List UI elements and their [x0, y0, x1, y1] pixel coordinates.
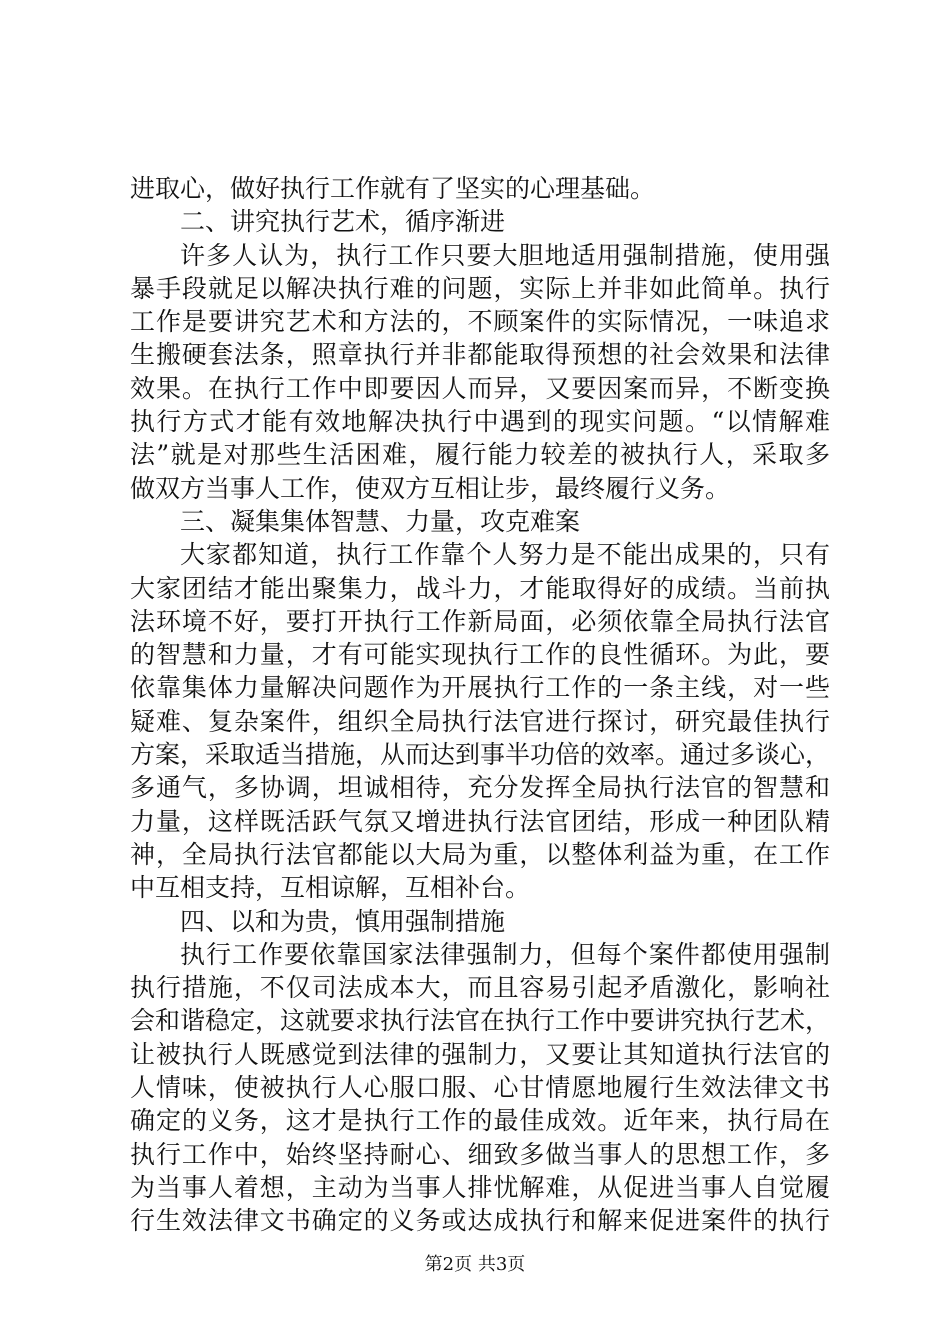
paragraph-line: 疑难、复杂案件，组织全局执行法官进行探讨，研究最佳执行: [130, 706, 830, 736]
paragraph-line: 的智慧和力量，才有可能实现执行工作的良性循环。为此，要: [130, 640, 830, 670]
paragraph-line: 执行工作要依靠国家法律强制力，但每个案件都使用强制: [180, 939, 830, 969]
document-body: [130, 172, 830, 1238]
paragraph-line: 法环境不好，要打开执行工作新局面，必须依靠全局执行法官: [130, 606, 830, 636]
paragraph-line: 人情味，使被执行人心服口服、心甘情愿地履行生效法律文书: [130, 1073, 830, 1103]
paragraph-line: 执行措施，不仅司法成本大，而且容易引起矛盾激化，影响社: [130, 973, 830, 1003]
paragraph-line: 执行工作中，始终坚持耐心、细致多做当事人的思想工作，多: [130, 1139, 830, 1169]
paragraph-line: 依靠集体力量解决问题作为开展执行工作的一条主线，对一些: [130, 673, 830, 703]
paragraph-line: 工作是要讲究艺术和方法的，不顾案件的实际情况，一味追求: [130, 307, 830, 337]
paragraph-line: 法”就是对那些生活困难，履行能力较差的被执行人，采取多: [130, 440, 830, 470]
paragraph-line: 为当事人着想，主动为当事人排忧解难，从促进当事人自觉履: [130, 1172, 830, 1202]
paragraph-line: 会和谐稳定，这就要求执行法官在执行工作中要讲究执行艺术，: [130, 1006, 831, 1036]
paragraph-line: 让被执行人既感觉到法律的强制力，又要让其知道执行法官的: [130, 1039, 830, 1069]
paragraph-line: 确定的义务，这才是执行工作的最佳成效。近年来，执行局在: [130, 1106, 830, 1136]
paragraph-line: 神，全局执行法官都能以大局为重，以整体利益为重，在工作: [130, 839, 830, 869]
paragraph-line: 暴手段就足以解决执行难的问题，实际上并非如此简单。执行: [130, 273, 830, 303]
section-heading: 三、凝集集体智慧、力量，攻克难案: [180, 506, 581, 536]
paragraph-line: 做双方当事人工作，使双方互相让步，最终履行义务。: [130, 473, 731, 503]
paragraph-line: 进取心，做好执行工作就有了坚实的心理基础。: [130, 174, 656, 203]
paragraph-line: 大家团结才能出聚集力，战斗力，才能取得好的成绩。当前执: [130, 573, 830, 603]
paragraph-line: 效果。在执行工作中即要因人而异，又要因案而异，不断变换: [130, 373, 830, 403]
paragraph-line: 方案，采取适当措施，从而达到事半功倍的效率。通过多谈心，: [130, 740, 831, 770]
section-heading: 二、讲究执行艺术，循序渐进: [180, 207, 506, 237]
paragraph-line: 执行方式才能有效地解决执行中遇到的现实问题。“以情解难: [130, 407, 830, 437]
paragraph-line: 生搬硬套法条，照章执行并非都能取得预想的社会效果和法律: [130, 340, 830, 370]
paragraph-line: 力量，这样既活跃气氛又增进执行法官团结，形成一种团队精: [130, 806, 830, 836]
paragraph-line: 许多人认为，执行工作只要大胆地适用强制措施，使用强: [180, 240, 830, 270]
page-footer: 第2页 共3页: [424, 1254, 526, 1275]
paragraph-line: 多通气，多协调，坦诚相待，充分发挥全局执行法官的智慧和: [130, 773, 830, 803]
paragraph-line: 中互相支持，互相谅解，互相补台。: [130, 873, 531, 903]
section-heading: 四、以和为贵，慎用强制措施: [180, 906, 506, 936]
paragraph-line: 行生效法律文书确定的义务或达成执行和解来促进案件的执行: [130, 1206, 830, 1236]
paragraph-line: 大家都知道，执行工作靠个人努力是不能出成果的，只有: [180, 540, 830, 570]
